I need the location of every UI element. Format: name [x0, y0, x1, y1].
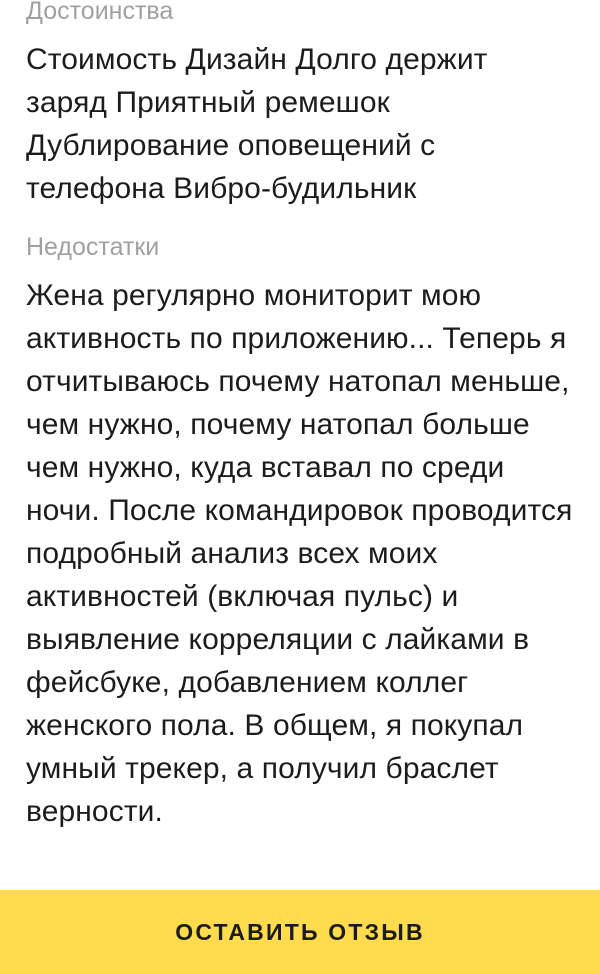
leave-review-button[interactable] [0, 890, 600, 974]
cons-text: Жена регулярно мониторит мою активность по приложению... Теперь я отчитываюсь почему натопал меньше, чем нужно, почему натопал больше чем нужно, куда вставал по среди ночи. После командировок проводится подробный анализ всех моих активностей (включая пульс) и выявление корреляции с лайками в фейсбуке, добавлением коллег женского пола. В общем, я покупал умный трекер, а получил браслет верности. [26, 279, 573, 828]
section-spacer [26, 210, 574, 232]
pros-section [26, 0, 574, 210]
pros-heading: Достоинства [26, 0, 174, 25]
cons-heading: Недостатки [26, 233, 160, 261]
leave-review-label: ОСТАВИТЬ ОТЗЫВ [175, 918, 425, 945]
cons-section [26, 232, 574, 833]
pros-text: Стоимость Дизайн Долго держит заряд Приятный ремешок Дублирование оповещений с телефона Вибро-будильник [26, 43, 488, 205]
